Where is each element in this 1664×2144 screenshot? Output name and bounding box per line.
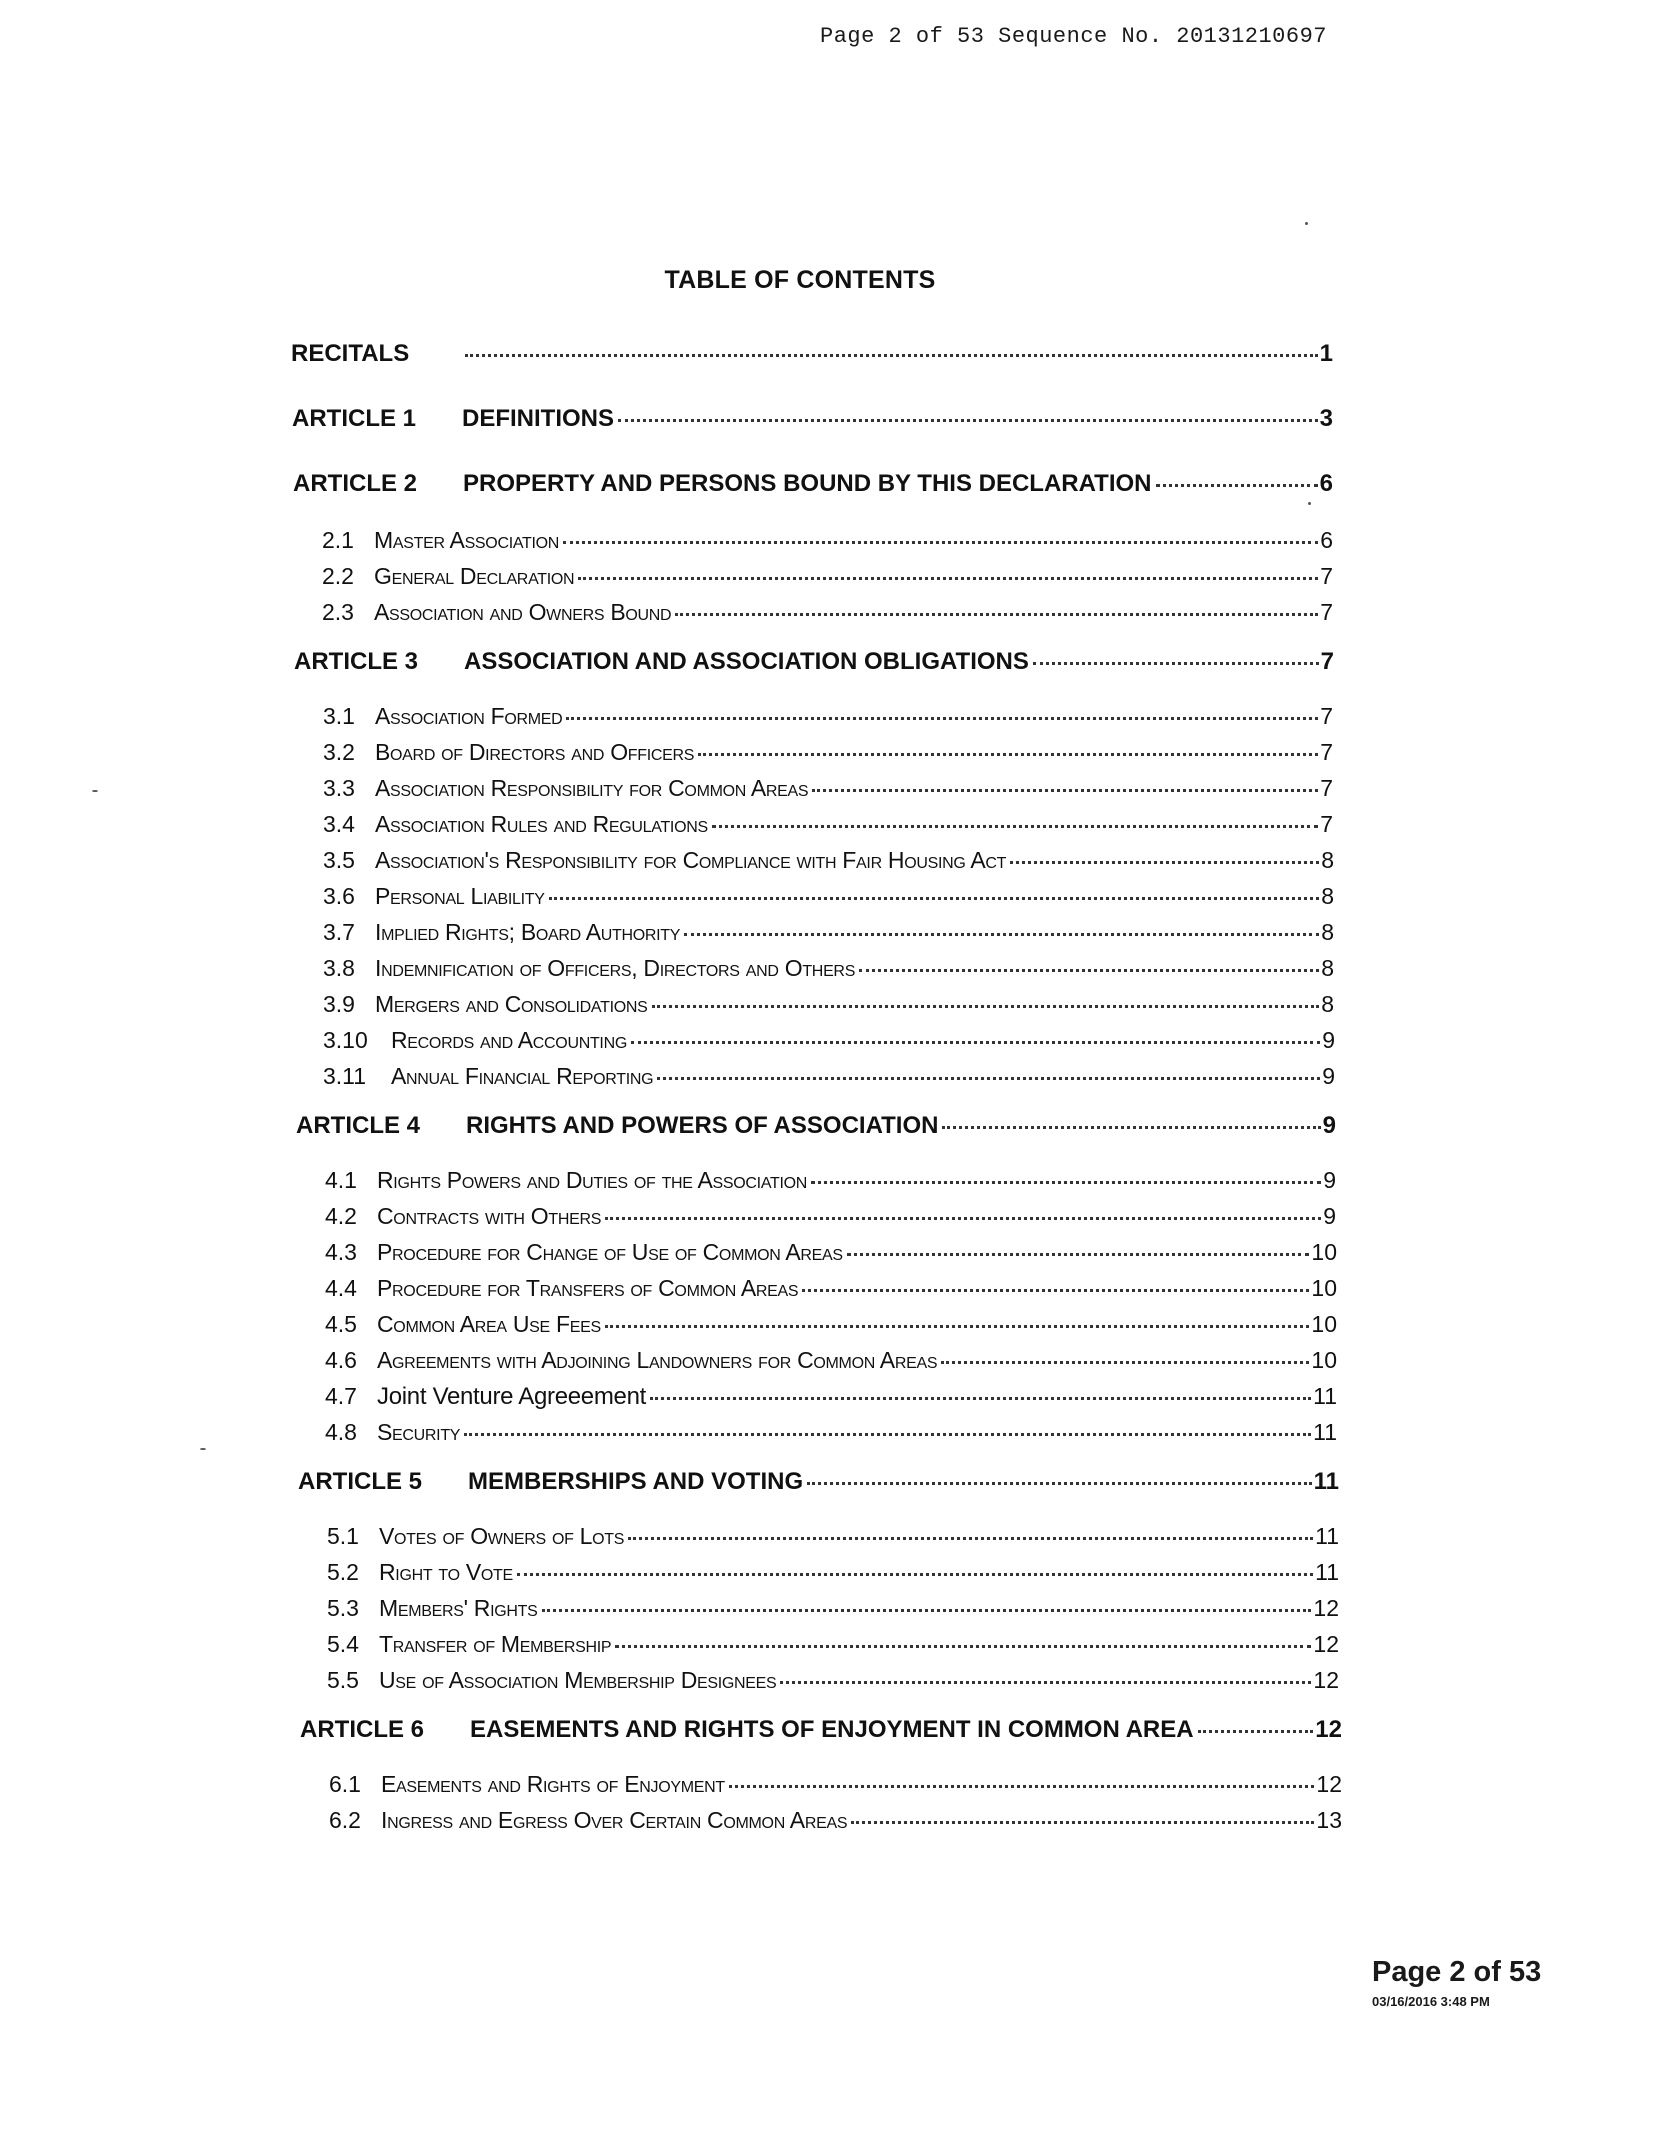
page-number: 9 bbox=[1323, 1203, 1336, 1229]
toc-section-row bbox=[325, 1311, 1337, 1338]
section-title: Association's Responsibility for Compliance with Fair Housing Act bbox=[375, 847, 1007, 873]
dot-leader bbox=[802, 1289, 1309, 1292]
toc-article-row bbox=[300, 1716, 1342, 1744]
toc-article-row bbox=[292, 405, 1333, 433]
toc-section-row bbox=[323, 991, 1334, 1018]
dot-leader bbox=[618, 419, 1318, 422]
section-number: 3.4 bbox=[323, 811, 355, 837]
page-number: 6 bbox=[1319, 470, 1333, 497]
dot-leader bbox=[652, 1005, 1320, 1008]
toc-section-row bbox=[323, 739, 1333, 766]
toc-title: TABLE OF CONTENTS bbox=[664, 266, 936, 294]
dot-leader bbox=[684, 933, 1319, 936]
page-number: 7 bbox=[1320, 648, 1334, 675]
page-number: 13 bbox=[1316, 1807, 1342, 1833]
section-number: 4.2 bbox=[325, 1203, 357, 1229]
section-title: Right to Vote bbox=[379, 1559, 513, 1585]
dot-leader bbox=[464, 1433, 1311, 1436]
dot-leader bbox=[780, 1681, 1311, 1684]
toc-section-row bbox=[327, 1523, 1339, 1550]
dot-leader bbox=[465, 354, 1318, 357]
toc-section-row bbox=[322, 599, 1333, 626]
section-number: 3.2 bbox=[323, 739, 355, 765]
section-title: Implied Rights; Board Authority bbox=[375, 919, 681, 945]
toc-section-row bbox=[329, 1771, 1342, 1798]
section-title: Personal Liability bbox=[375, 883, 545, 909]
page-number: 9 bbox=[1323, 1167, 1336, 1193]
toc-section-row bbox=[325, 1167, 1336, 1194]
section-number: 5.1 bbox=[327, 1523, 359, 1549]
page-number: 7 bbox=[1320, 811, 1333, 837]
toc-section-row bbox=[325, 1275, 1337, 1302]
section-title: Association Formed bbox=[375, 703, 563, 729]
dot-leader bbox=[851, 1821, 1314, 1824]
toc-section-row bbox=[329, 1807, 1342, 1834]
toc-article-row bbox=[296, 1112, 1336, 1140]
section-title: Ingress and Egress Over Certain Common Areas bbox=[381, 1807, 848, 1833]
toc-section-row bbox=[323, 883, 1334, 910]
page-number: 9 bbox=[1322, 1112, 1336, 1139]
section-number: 6.1 bbox=[329, 1771, 361, 1797]
dot-leader bbox=[847, 1253, 1310, 1256]
section-title: Use of Association Membership Designees bbox=[379, 1667, 777, 1693]
dot-leader bbox=[675, 613, 1318, 616]
page-number: 7 bbox=[1320, 775, 1333, 801]
toc-section-row bbox=[325, 1203, 1336, 1230]
scan-speck bbox=[1305, 222, 1308, 225]
article-number: ARTICLE 4 bbox=[296, 1112, 421, 1139]
toc-section-row bbox=[323, 955, 1334, 982]
toc-section-row bbox=[322, 527, 1333, 554]
section-number: 2.2 bbox=[322, 563, 354, 589]
section-number: 3.7 bbox=[323, 919, 355, 945]
dot-leader bbox=[578, 577, 1318, 580]
dot-leader bbox=[605, 1217, 1321, 1220]
page-number: 11 bbox=[1315, 1523, 1339, 1549]
page-number: 12 bbox=[1316, 1771, 1342, 1797]
page-number: 9 bbox=[1322, 1027, 1335, 1053]
article-title: PROPERTY AND PERSONS BOUND BY THIS DECLARATION bbox=[463, 470, 1152, 497]
dot-leader bbox=[811, 1181, 1321, 1184]
article-number: ARTICLE 2 bbox=[293, 470, 418, 497]
dot-leader bbox=[631, 1041, 1320, 1044]
dot-leader bbox=[657, 1077, 1320, 1080]
toc-article-row bbox=[298, 1468, 1339, 1496]
section-title: Procedure for Transfers of Common Areas bbox=[377, 1275, 799, 1301]
section-number: 4.1 bbox=[325, 1167, 357, 1193]
section-title: Annual Financial Reporting bbox=[391, 1063, 654, 1089]
page-number: 10 bbox=[1311, 1239, 1337, 1265]
dot-leader bbox=[942, 1126, 1320, 1129]
page-number: 7 bbox=[1320, 703, 1333, 729]
toc-section-row bbox=[327, 1631, 1339, 1658]
toc-section-row bbox=[323, 703, 1333, 730]
article-number: ARTICLE 3 bbox=[294, 648, 419, 675]
scan-speck bbox=[92, 790, 98, 792]
dot-leader bbox=[517, 1573, 1313, 1576]
page-number: 10 bbox=[1311, 1347, 1337, 1373]
toc-section-row bbox=[323, 775, 1333, 802]
section-number: 5.4 bbox=[327, 1631, 359, 1657]
section-title: Security bbox=[377, 1419, 461, 1445]
section-title: Association and Owners Bound bbox=[374, 599, 672, 625]
section-title: Common Area Use Fees bbox=[377, 1311, 601, 1337]
page-number: 12 bbox=[1315, 1716, 1342, 1743]
page-number: 12 bbox=[1313, 1667, 1339, 1693]
section-number: 5.3 bbox=[327, 1595, 359, 1621]
dot-leader bbox=[615, 1645, 1311, 1648]
section-number: 3.10 bbox=[323, 1027, 368, 1053]
article-number: RECITALS bbox=[291, 340, 410, 367]
dot-leader bbox=[563, 541, 1318, 544]
footer-timestamp: 03/16/2016 3:48 PM bbox=[1372, 1994, 1490, 2009]
section-title: Contracts with Others bbox=[377, 1203, 602, 1229]
toc-section-row bbox=[327, 1559, 1339, 1586]
section-number: 4.4 bbox=[325, 1275, 357, 1301]
section-title: Agreements with Adjoining Landowners for Common Areas bbox=[377, 1347, 938, 1373]
dot-leader bbox=[729, 1785, 1315, 1788]
section-number: 3.5 bbox=[323, 847, 355, 873]
scan-speck bbox=[1308, 502, 1311, 505]
section-title: Mergers and Consolidations bbox=[375, 991, 648, 1017]
section-number: 2.3 bbox=[322, 599, 354, 625]
article-title: DEFINITIONS bbox=[462, 405, 615, 432]
dot-leader bbox=[1010, 861, 1319, 864]
page-number: 7 bbox=[1320, 563, 1333, 589]
article-title: MEMBERSHIPS AND VOTING bbox=[468, 1468, 804, 1495]
section-title: Votes of Owners of Lots bbox=[379, 1523, 625, 1549]
section-title: Board of Directors and Officers bbox=[375, 739, 695, 765]
page-number: 12 bbox=[1313, 1595, 1339, 1621]
dot-leader bbox=[650, 1397, 1311, 1400]
dot-leader bbox=[1198, 1730, 1314, 1733]
dot-leader bbox=[605, 1325, 1310, 1328]
article-title: ASSOCIATION AND ASSOCIATION OBLIGATIONS bbox=[464, 648, 1029, 675]
page-number: 7 bbox=[1320, 599, 1333, 625]
dot-leader bbox=[1033, 662, 1319, 665]
section-title: Members' Rights bbox=[379, 1595, 538, 1621]
page-number: 9 bbox=[1322, 1063, 1335, 1089]
section-number: 4.7 bbox=[325, 1383, 357, 1409]
section-number: 2.1 bbox=[322, 527, 354, 553]
section-number: 3.6 bbox=[323, 883, 355, 909]
page-number: 6 bbox=[1320, 527, 1333, 553]
page-number: 8 bbox=[1321, 955, 1334, 981]
toc-section-row bbox=[325, 1347, 1337, 1374]
page-number: 3 bbox=[1319, 405, 1333, 432]
section-number: 5.2 bbox=[327, 1559, 359, 1585]
article-number: ARTICLE 5 bbox=[298, 1468, 423, 1495]
section-title: General Declaration bbox=[374, 563, 575, 589]
toc-section-row bbox=[323, 1063, 1335, 1090]
page-number: 11 bbox=[1315, 1559, 1339, 1585]
dot-leader bbox=[1156, 484, 1318, 487]
section-title: Procedure for Change of Use of Common Areas bbox=[377, 1239, 843, 1265]
page-number: 11 bbox=[1313, 1468, 1339, 1495]
dot-leader bbox=[807, 1482, 1311, 1485]
section-title: Association Responsibility for Common Areas bbox=[375, 775, 809, 801]
toc-article-row bbox=[291, 340, 1333, 368]
toc-section-row bbox=[325, 1419, 1337, 1446]
section-number: 5.5 bbox=[327, 1667, 359, 1693]
dot-leader bbox=[549, 897, 1320, 900]
page-number: 10 bbox=[1311, 1275, 1337, 1301]
dot-leader bbox=[859, 969, 1319, 972]
toc-section-row bbox=[325, 1383, 1337, 1411]
section-title: Transfer of Membership bbox=[379, 1631, 612, 1657]
dot-leader bbox=[542, 1609, 1312, 1612]
section-number: 6.2 bbox=[329, 1807, 361, 1833]
page-number: 12 bbox=[1313, 1631, 1339, 1657]
page-number: 8 bbox=[1321, 991, 1334, 1017]
section-title: Association Rules and Regulations bbox=[375, 811, 708, 837]
article-number: ARTICLE 1 bbox=[292, 405, 417, 432]
section-number: 4.5 bbox=[325, 1311, 357, 1337]
toc-section-row bbox=[323, 919, 1334, 946]
dot-leader bbox=[628, 1537, 1313, 1540]
scan-speck bbox=[200, 1448, 206, 1450]
toc-article-row bbox=[293, 470, 1333, 498]
page-number: 1 bbox=[1319, 340, 1333, 367]
toc-section-row bbox=[325, 1239, 1337, 1266]
section-number: 4.6 bbox=[325, 1347, 357, 1373]
page-header: Page 2 of 53 Sequence No. 20131210697 bbox=[820, 24, 1327, 49]
toc-section-row bbox=[323, 847, 1334, 874]
page-number: 8 bbox=[1321, 847, 1334, 873]
article-title: EASEMENTS AND RIGHTS OF ENJOYMENT IN COMMON AREA bbox=[470, 1716, 1194, 1743]
article-title: RIGHTS AND POWERS OF ASSOCIATION bbox=[466, 1112, 939, 1139]
dot-leader bbox=[712, 825, 1318, 828]
toc-section-row bbox=[322, 563, 1333, 590]
section-number: 4.8 bbox=[325, 1419, 357, 1445]
page-number: 10 bbox=[1311, 1311, 1337, 1337]
section-number: 3.8 bbox=[323, 955, 355, 981]
toc-section-row bbox=[323, 1027, 1335, 1054]
section-number: 3.9 bbox=[323, 991, 355, 1017]
section-title: Records and Accounting bbox=[391, 1027, 627, 1053]
dot-leader bbox=[698, 753, 1318, 756]
section-number: 3.1 bbox=[323, 703, 355, 729]
section-number: 3.11 bbox=[323, 1063, 367, 1089]
toc-section-row bbox=[327, 1595, 1339, 1622]
article-number: ARTICLE 6 bbox=[300, 1716, 425, 1743]
page-number: 8 bbox=[1321, 919, 1334, 945]
section-title: Master Association bbox=[374, 527, 560, 553]
dot-leader bbox=[941, 1361, 1309, 1364]
page-number: 8 bbox=[1321, 883, 1334, 909]
section-number: 4.3 bbox=[325, 1239, 357, 1265]
toc-section-row bbox=[327, 1667, 1339, 1694]
section-title: Rights Powers and Duties of the Association bbox=[377, 1167, 808, 1193]
dot-leader bbox=[566, 717, 1318, 720]
dot-leader bbox=[812, 789, 1318, 792]
page-number: 7 bbox=[1320, 739, 1333, 765]
toc-section-row bbox=[323, 811, 1333, 838]
page-number: 11 bbox=[1313, 1383, 1337, 1409]
section-title: Easements and Rights of Enjoyment bbox=[381, 1771, 725, 1797]
footer-page-label: Page 2 of 53 bbox=[1372, 1956, 1542, 1988]
section-title: Joint Venture Agreeement bbox=[377, 1383, 646, 1410]
page-number: 11 bbox=[1313, 1419, 1337, 1445]
toc-article-row bbox=[294, 648, 1334, 676]
section-number: 3.3 bbox=[323, 775, 355, 801]
section-title: Indemnification of Officers, Directors and Others bbox=[375, 955, 856, 981]
